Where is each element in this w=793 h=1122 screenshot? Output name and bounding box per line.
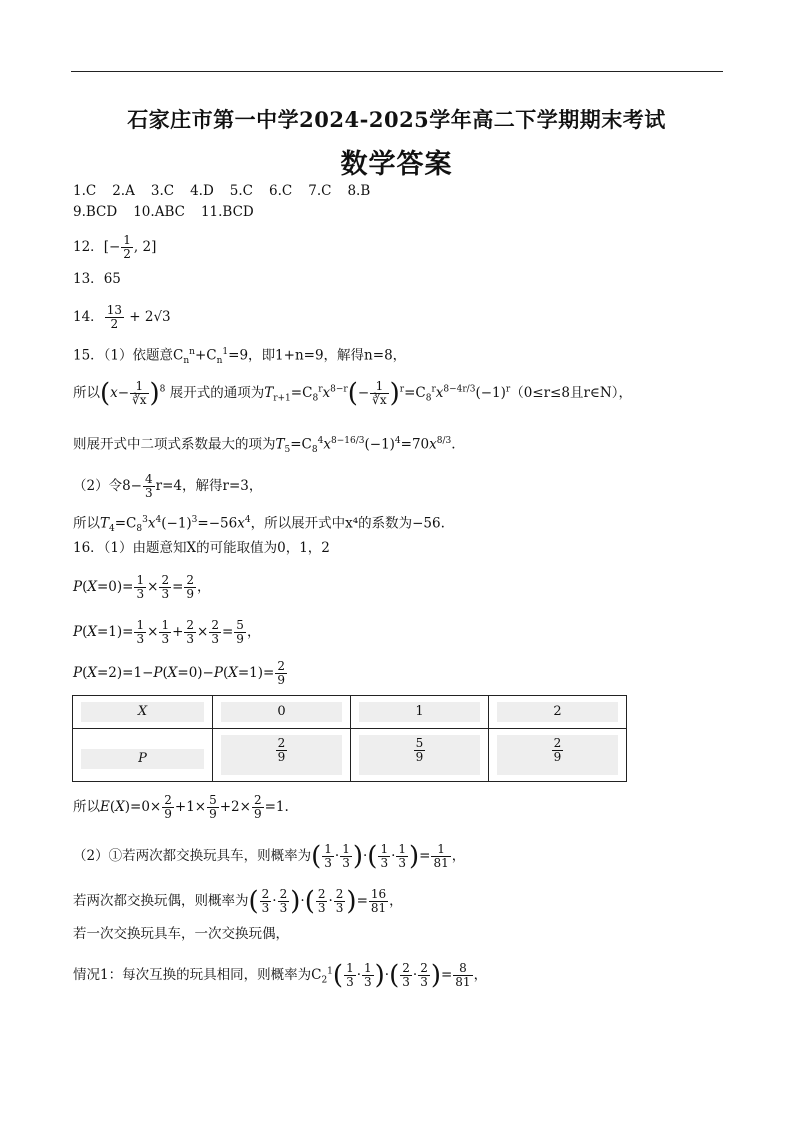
answer-14: 14． $\frac{13}{2}$ + 2√3 (73, 303, 171, 331)
answer-13: 13．65 (73, 271, 121, 287)
q16-part2-line1: （2）①若两次都交换玩具车，则概率为( $\frac{1}{3}$ · $\frac{1}{3}$ )·( $\frac{1}{3}$ · $\frac{1}{3}$ )= $\frac{1}{81}$ ， (73, 841, 466, 872)
table-cell-p0: $\frac{2}{9}$ (221, 735, 342, 775)
exam-title: 石家庄市第一中学2024-2025学年高二下学期期末考试 (127, 107, 666, 132)
q15-line3: 则展开式中二项式系数最大的项为$T_5=C_8^4x^{8-16/3}(-1)^4=70x^{8/3}$. (73, 436, 456, 456)
q15-line4: （2）令8− $\frac{4}{3}$ r=4，解得r=3， (73, 472, 263, 500)
table-header-x: X (81, 702, 204, 722)
table-header-2: 2 (497, 702, 618, 722)
q15-line2: 所以(x− $\frac{1}{∛x}$ )$^8$ 展开式的通项为$T_{r+1}=C_8^rx^{8-r}(-$ $\frac{1}{∛x}$ )$^r=C_8^rx^{8-4r/3}(-1)^r(0\le r\le 8$且r∈N）， (73, 378, 632, 409)
q16-expectation: 所以E(X)=0× $\frac{2}{9}$ +1× $\frac{5}{9}$ +2× $\frac{2}{9}$ =1. (73, 793, 289, 821)
q16-line1: 16．（1）由题意知X的可能取值为0，1，2 (73, 540, 330, 556)
choice-answers-row2: 9.BCD 10.ABC 11.BCD (73, 204, 254, 220)
choice-answers-row1: 1.C 2.A 3.C 4.D 5.C 6.C 7.C 8.B (73, 183, 371, 199)
table-cell-p1: $\frac{5}{9}$ (359, 735, 480, 775)
q15-line5: 所以$T_4=C_8^3x^4(-1)^3=-56x^4$，所以展开式中x⁴的系数为−56. (73, 515, 445, 535)
table-header-1: 1 (359, 702, 480, 722)
q16-p0: P(X=0)= $\frac{1}{3}$ × $\frac{2}{3}$ = $\frac{2}{9}$ ， (73, 573, 211, 601)
q16-p2: P(X=2)=1−P(X=0)−P(X=1)= $\frac{2}{9}$ (73, 659, 285, 687)
q16-p1: P(X=1)= $\frac{1}{3}$ × $\frac{1}{3}$ + $\frac{2}{3}$ × $\frac{2}{3}$ = $\frac{5}{9}$ ， (73, 618, 261, 646)
q16-part2-line2: 若两次都交换玩偶，则概率为( $\frac{2}{3}$ · $\frac{2}{3}$ )·( $\frac{2}{3}$ · $\frac{2}{3}$ )= $\frac{16}{81}$ ， (73, 886, 403, 917)
distribution-table (72, 695, 627, 782)
q16-part2-line3: 若一次交换玩具车，一次交换玩偶， (73, 926, 289, 942)
exam-subtitle: 数学答案 (340, 149, 453, 180)
q16-part2-line4: 情况1：每次互换的玩具相同，则概率为$C_2^1$( $\frac{1}{3}$ · $\frac{1}{3}$ )·( $\frac{2}{3}$ · $\frac{2}{3}$ )= $\frac{8}{81}$ ， (73, 960, 488, 991)
table-cell-p2: $\frac{2}{9}$ (497, 735, 618, 775)
top-rule (71, 71, 723, 72)
q15-line1: 15．（1）依题意$C_n^n+C_n^1=9$，即1+n=9，解得n=8， (73, 347, 407, 367)
table-header-0: 0 (221, 702, 342, 722)
answer-12: 12．[− $\frac{1}{2}$ , 2] (73, 233, 157, 261)
table-row-label: P (81, 749, 204, 769)
